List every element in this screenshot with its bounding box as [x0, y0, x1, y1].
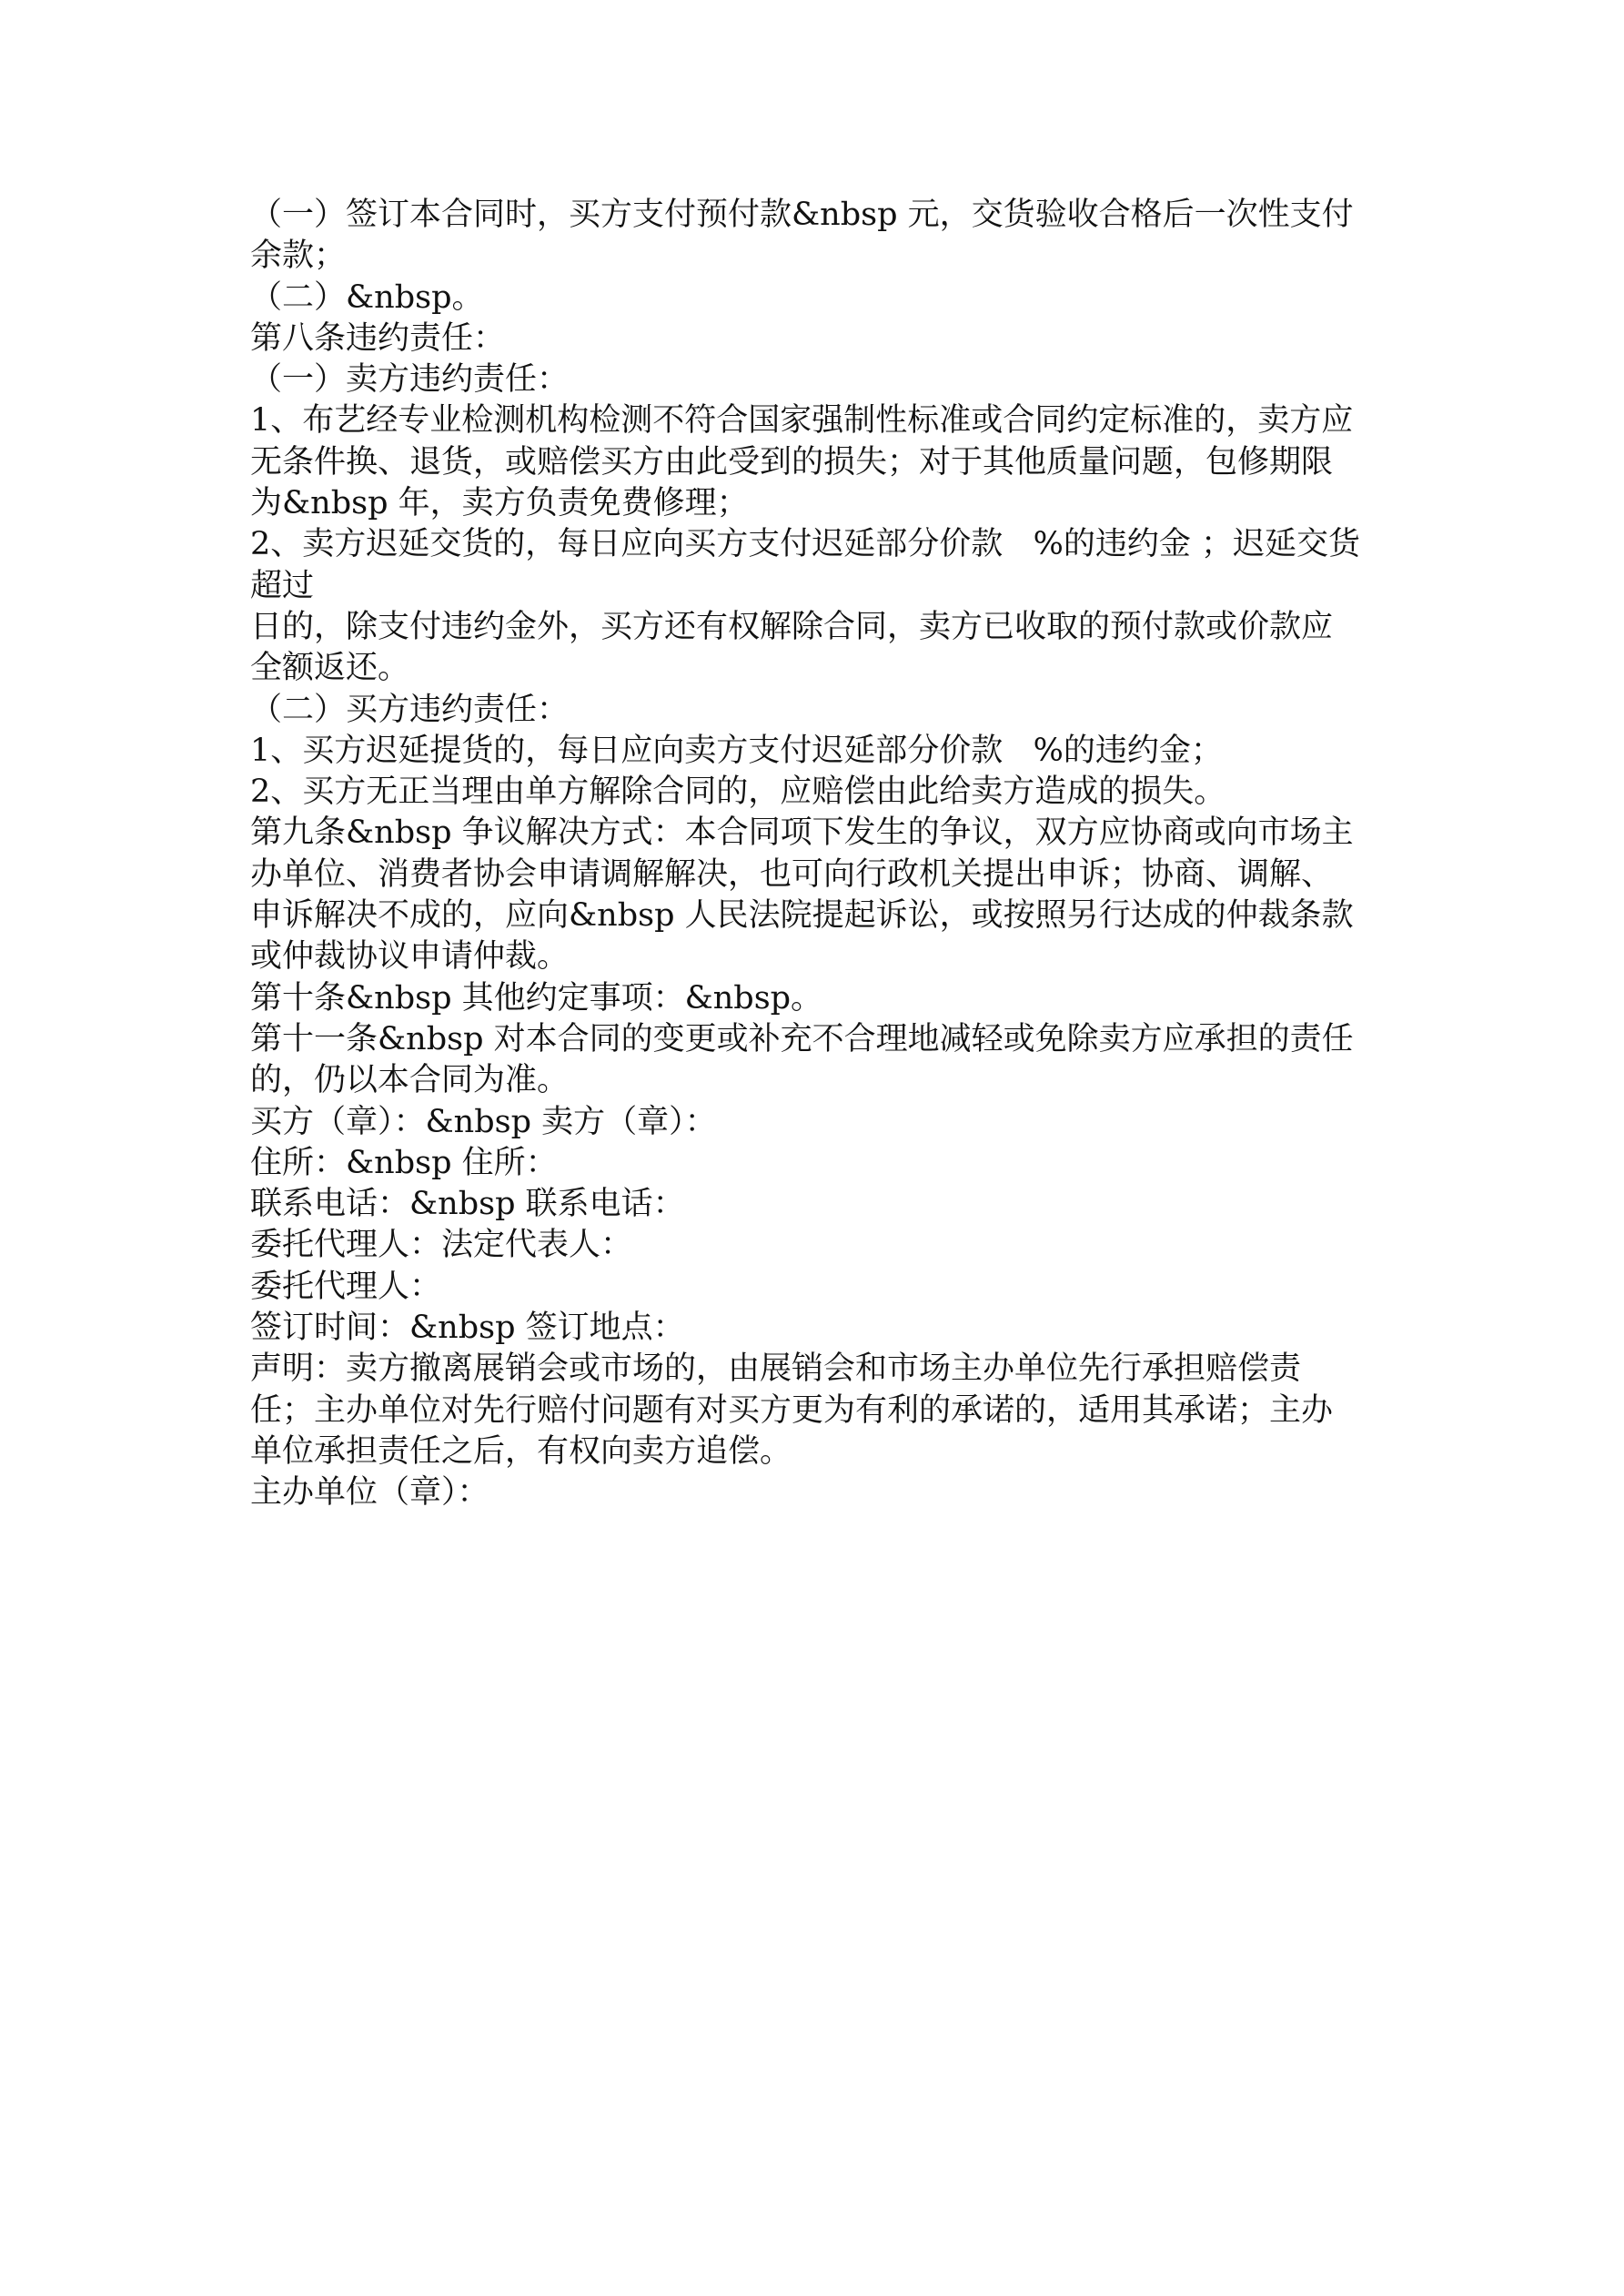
text-line: 声明：卖方撤离展销会或市场的，由展销会和市场主办单位先行承担赔偿责 [250, 1350, 1302, 1388]
text-line: 全额返还。 [250, 650, 410, 687]
signature-field: 委托代理人： [250, 1268, 442, 1305]
text-line: 1、布艺经专业检测机构检测不符合国家强制性标准或合同约定标准的，卖方应 [250, 402, 1354, 440]
text-line: 办单位、消费者协会申请调解解决，也可向行政机关提出申诉；协商、调解、 [250, 855, 1334, 893]
text-line: 日的，除支付违约金外，买方还有权解除合同，卖方已收取的预付款或价款应 [250, 608, 1334, 645]
document-page [250, 195, 1387, 1514]
text-line: 超过 [250, 567, 315, 604]
text-line: 余款； [250, 238, 347, 275]
text-line: 单位承担责任之后，有权向卖方追偿。 [250, 1432, 792, 1470]
text-line: （二）买方违约责任： [250, 691, 570, 728]
signature-field: 主办单位（章）： [250, 1474, 489, 1512]
text-line: 无条件换、退货，或赔偿买方由此受到的损失；对于其他质量问题，包修期限 [250, 443, 1334, 480]
text-line: 2、买方无正当理由单方解除合同的，应赔偿由此给卖方造成的损失。 [250, 774, 1226, 811]
section-heading: 第十条&nbsp 其他约定事项：&nbsp。 [250, 979, 823, 1017]
text-line: （二）&nbsp。 [250, 278, 484, 316]
section-heading: 第八条违约责任： [250, 319, 506, 357]
text-line: 2、卖方迟延交货的，每日应向买方支付迟延部分价款 %的违约金 ；迟延交货 [250, 526, 1361, 563]
text-line: 1、买方迟延提货的，每日应向卖方支付迟延部分价款 %的违约金； [250, 732, 1223, 769]
signature-field: 住所：&nbsp 住所： [250, 1144, 558, 1181]
signature-field: 买方（章）：&nbsp 卖方（章）： [250, 1103, 717, 1140]
text-line: 的，仍以本合同为准。 [250, 1062, 570, 1099]
text-line: （一）卖方违约责任： [250, 361, 570, 399]
section-heading: 第十一条&nbsp 对本合同的变更或补充不合理地减轻或免除卖方应承担的责任 [250, 1020, 1354, 1057]
section-heading: 第九条&nbsp 争议解决方式：本合同项下发生的争议，双方应协商或向市场主 [250, 814, 1354, 852]
signature-field: 联系电话：&nbsp 联系电话： [250, 1186, 685, 1223]
text-line: 申诉解决不成的，应向&nbsp 人民法院提起诉讼，或按照另行达成的仲裁条款 [250, 897, 1354, 935]
signature-field: 签订时间：&nbsp 签订地点： [250, 1310, 685, 1347]
text-line: 任；主办单位对先行赔付问题有对买方更为有利的承诺的，适用其承诺；主办 [250, 1391, 1334, 1429]
signature-field: 委托代理人：法定代表人： [250, 1227, 633, 1264]
text-line: （一）签订本合同时，买方支付预付款&nbsp 元，交货验收合格后一次性支付 [250, 197, 1354, 233]
text-line: 为&nbsp 年，卖方负责免费修理； [250, 485, 749, 522]
text-line: 或仲裁协议申请仲裁。 [250, 938, 570, 976]
